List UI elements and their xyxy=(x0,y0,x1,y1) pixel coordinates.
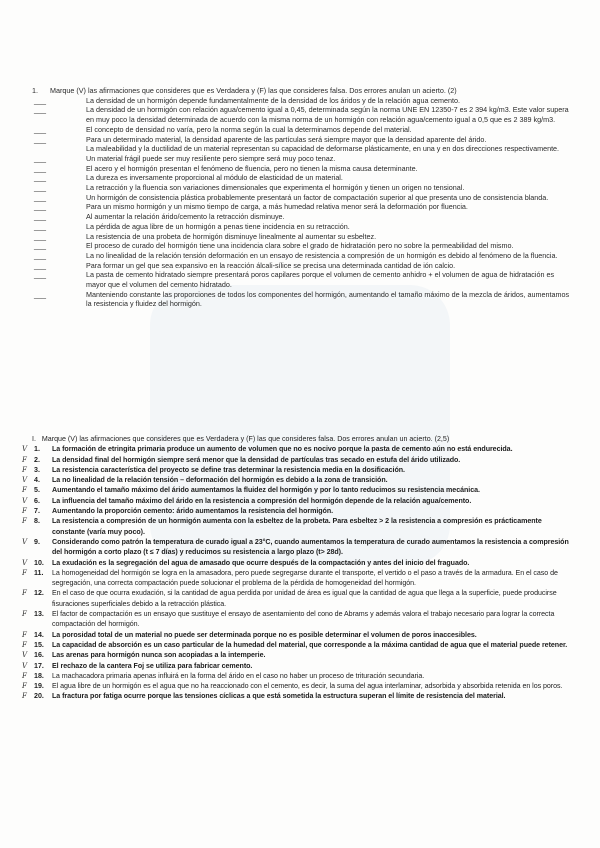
handwritten-answer-mark: F xyxy=(22,485,27,495)
q2-statement xyxy=(22,681,574,691)
statement-text: La dureza es inversamente proporcional al módulo de elasticidad de un material. xyxy=(86,173,343,183)
statement-text: La no linealidad de la relación tensión deformación en un ensayo de resistencia a compresión de un hormigón es debido al fenómeno de la fluencia. xyxy=(86,250,558,260)
statement-text: La pérdida de agua libre de un hormigón a penas tiene incidencia en su retracción. xyxy=(86,221,350,231)
statement-number: 3. xyxy=(34,465,40,474)
answer-blank: ___ xyxy=(34,173,46,183)
handwritten-answer-mark: F xyxy=(22,516,27,526)
statement-number: 7. xyxy=(34,507,40,516)
q2-statement xyxy=(22,506,574,516)
q2-statement xyxy=(22,630,574,640)
q1-statement xyxy=(32,222,570,232)
statement-text: La pasta de cemento hidratado siempre presentará poros capilares porque el volumen de cemento anhidro + el volumen de agua de hidratación es mayor que el volumen del cemento hidratado. xyxy=(86,270,555,290)
handwritten-answer-mark: V xyxy=(22,536,28,546)
statement-text: El concepto de densidad no varía, pero la norma según la cual la determinamos depende del material. xyxy=(86,124,412,134)
q1-statement xyxy=(32,125,570,135)
q2-statement xyxy=(22,640,574,650)
handwritten-answer-mark: V xyxy=(22,557,28,567)
statement-text: Un hormigón de consistencia plástica probablemente presentará un factor de compactación superior al que presenta uno de consistencia blanda. xyxy=(86,192,549,202)
statement-text: La maleabilidad y la ductilidad de un material representan su capacidad de deformarse plásticamente, en una y en dos direcciones respectivamente. xyxy=(86,144,560,154)
q2-statement xyxy=(22,661,574,671)
answer-blank: ___ xyxy=(34,241,46,251)
q1-statement xyxy=(32,261,570,271)
q1-statement xyxy=(32,212,570,222)
statement-text: El agua libre de un hormigón es el agua que no ha reaccionado con el cemento, es decir, la suma del agua interlaminar, adsorbida y absorbida retenida en los poros. xyxy=(52,682,563,691)
statement-text: La resistencia a compresión de un hormigón aumenta con la esbeltez de la probeta. Para esbeltez > 2 la resistencia a compresión es prácticamente constante (varía muy poco). xyxy=(52,517,542,536)
statement-text: La resistencia de una probeta de hormigón disminuye linealmente al aumentar su esbeltez. xyxy=(86,231,377,241)
handwritten-answer-mark: F xyxy=(22,567,27,577)
statement-text: Al aumentar la relación árido/cemento la retracción disminuye. xyxy=(86,212,285,222)
q2-statement xyxy=(22,650,574,660)
statement-text: La machacadora primaria apenas influirá en la forma del árido en el caso no haber un proceso de trituración secundaria. xyxy=(52,671,425,680)
answer-blank: ___ xyxy=(34,250,46,260)
statement-text: Las arenas para hormigón nunca son acopiadas a la intemperie. xyxy=(52,651,266,660)
answer-blank: ___ xyxy=(34,183,46,193)
answer-blank: ___ xyxy=(34,192,46,202)
handwritten-answer-mark: V xyxy=(22,495,28,505)
statement-number: 5. xyxy=(34,486,40,495)
statement-number: 20. xyxy=(34,692,44,701)
answer-blank: ___ xyxy=(34,124,46,134)
handwritten-answer-mark: F xyxy=(22,629,27,639)
statement-text: Un material frágil puede ser muy resiliente pero siempre será muy poco tenaz. xyxy=(86,153,336,163)
statement-text: La fractura por fatiga ocurre porque las tensiones cíclicas a que está sometida la estructura superan el límite de resistencia del material. xyxy=(52,692,506,701)
q2-statement xyxy=(22,516,574,537)
statement-number: 17. xyxy=(34,661,44,670)
q1-statement xyxy=(32,232,570,242)
question-1-items xyxy=(32,96,570,309)
q2-statement xyxy=(22,475,574,485)
question-2 xyxy=(22,434,574,702)
handwritten-answer-mark: F xyxy=(22,609,27,619)
statement-number: 4. xyxy=(34,476,40,485)
statement-number: 13. xyxy=(34,610,44,619)
q1-statement xyxy=(32,105,570,124)
question-2-items xyxy=(22,444,574,701)
answer-blank: ___ xyxy=(34,231,46,241)
handwritten-answer-mark: V xyxy=(22,650,28,660)
statement-number: 15. xyxy=(34,640,44,649)
handwritten-answer-mark: F xyxy=(22,454,27,464)
q1-statement xyxy=(32,290,570,309)
statement-text: Aumentando la proporción cemento: árido aumentamos la resistencia del hormigón. xyxy=(52,507,334,516)
statement-text: La no linealidad de la relación tensión – deformación del hormigón es debido a la zona de transición. xyxy=(52,476,388,485)
q1-statement xyxy=(32,154,570,164)
question-1-header: 1. Marque (V) las afirmaciones que consideres que es Verdadera y (F) las que consideres falsa. Dos errores anulan un acierto. (2) xyxy=(32,86,457,95)
statement-number: 18. xyxy=(34,671,44,680)
statement-number: 12. xyxy=(34,589,44,598)
statement-text: La exudación es la segregación del agua de amasado que ocurre después de la compactación y antes del inicio del fraguado. xyxy=(52,558,470,567)
handwritten-answer-mark: F xyxy=(22,506,27,516)
statement-text: El factor de compactación es un ensayo que sustituye el ensayo de asentamiento del cono de Abrams y además valora el trabajo necesario para lograr la correcta compactación del hormigón. xyxy=(52,610,555,629)
answer-blank: ___ xyxy=(34,202,46,212)
statement-text: En el caso de que ocurra exudación, si la cantidad de agua perdida por unidad de área es igual que la cantidad de agua que llega a la superficie, puede producirse fisuraciones superficiales debido a la retracción plástica. xyxy=(52,589,557,608)
q2-statement xyxy=(22,465,574,475)
statement-number: 1. xyxy=(34,445,40,454)
q1-statement xyxy=(32,96,570,106)
statement-text: La retracción y la fluencia son variaciones dimensionales que experimenta el hormigón y tienen un origen no tensional. xyxy=(86,183,465,193)
q2-statement xyxy=(22,537,574,558)
answer-blank: ___ xyxy=(34,212,46,222)
handwritten-answer-mark: F xyxy=(22,639,27,649)
q1-statement xyxy=(32,241,570,251)
q1-statement xyxy=(32,251,570,261)
statement-number: 10. xyxy=(34,558,44,567)
q2-statement xyxy=(22,485,574,495)
q2-statement xyxy=(22,558,574,568)
answer-blank: ___ xyxy=(34,289,46,299)
q2-statement xyxy=(22,609,574,630)
statement-number: 19. xyxy=(34,682,44,691)
answer-blank: ___ xyxy=(34,221,46,231)
handwritten-answer-mark: F xyxy=(22,588,27,598)
answer-blank: ___ xyxy=(34,134,46,144)
q2-statement xyxy=(22,671,574,681)
statement-number: 8. xyxy=(34,517,40,526)
statement-text: Manteniendo constante las proporciones de todos los componentes del hormigón, aumentando el tamaño máximo de la mezcla de áridos, aumentamos la resistencia y fluidez del hormigón. xyxy=(86,289,570,309)
q2-statement xyxy=(22,588,574,609)
statement-text: La formación de etringita primaria produce un aumento de volumen que no es nocivo porque la pasta de cemento aún no está endurecida. xyxy=(52,445,513,454)
statement-number: 2. xyxy=(34,455,40,464)
statement-text: La resistencia característica del proyecto se define tras determinar la resistencia media en la dosificación. xyxy=(52,465,405,474)
statement-text: La densidad final del hormigón siempre será menor que la densidad de partículas tras secado en estufa del árido utilizado. xyxy=(52,455,461,464)
statement-number: 16. xyxy=(34,651,44,660)
handwritten-answer-mark: V xyxy=(22,444,28,454)
statement-text: La porosidad total de un material no puede ser determinada porque no es posible determinar el volumen de poros inaccesibles. xyxy=(52,630,477,639)
q1-statement xyxy=(32,164,570,174)
question-2-header: I. Marque (V) las afirmaciones que consideres que es Verdadera y (F) las que consideres falsa. Dos errores anulan un acierto. (2,5) xyxy=(32,435,450,443)
answer-blank: ___ xyxy=(34,105,46,115)
handwritten-answer-mark: F xyxy=(22,681,27,691)
statement-text: La capacidad de absorción es un caso particular de la humedad del material, que corresponde a la máxima cantidad de agua que el material puede retener. xyxy=(52,640,568,649)
q1-statement xyxy=(32,202,570,212)
q2-statement xyxy=(22,568,574,589)
q1-statement xyxy=(32,135,570,145)
answer-blank: ___ xyxy=(34,163,46,173)
statement-text: La densidad de un hormigón con relación agua/cemento igual a 0,45, determinada según la norma UNE EN 12350-7 es 2 394 kg/m3. Este valor supera en muy poco la densidad determinada de acuerdo con la misma norma de un hormigón con relación agua/cemento igual a 0,5 que es 2 389 kg/m3. xyxy=(86,105,569,125)
statement-text: Aumentando el tamaño máximo del árido aumentamos la fluidez del hormigón y por lo tanto reducimos su resistencia mecánica. xyxy=(52,486,480,495)
handwritten-answer-mark: F xyxy=(22,691,27,701)
q1-statement xyxy=(32,193,570,203)
statement-number: 9. xyxy=(34,537,40,546)
statement-text: El acero y el hormigón presentan el fenómeno de fluencia, pero no tienen la misma causa determinante. xyxy=(86,163,418,173)
handwritten-answer-mark: V xyxy=(22,660,28,670)
handwritten-answer-mark: F xyxy=(22,670,27,680)
answer-blank: ___ xyxy=(34,270,46,280)
q2-statement xyxy=(22,444,574,454)
answer-blank: ___ xyxy=(34,153,46,163)
statement-text: Para formar un gel que sea expansivo en la reacción álcali-sílice se precisa una determinada cantidad de ión calcio. xyxy=(86,260,456,270)
statement-number: 6. xyxy=(34,496,40,505)
handwritten-answer-mark: V xyxy=(22,475,28,485)
answer-blank: ___ xyxy=(34,95,46,105)
q2-statement xyxy=(22,496,574,506)
q1-statement xyxy=(32,183,570,193)
statement-text: Para un mismo hormigón y un mismo tiempo de carga, a más humedad relativa menor será la deformación por fluencia. xyxy=(86,202,468,212)
q1-statement xyxy=(32,173,570,183)
statement-number: 14. xyxy=(34,630,44,639)
statement-number: 11. xyxy=(34,568,44,577)
q1-statement xyxy=(32,270,570,289)
q2-statement xyxy=(22,691,574,701)
statement-text: La influencia del tamaño máximo del árido en la resistencia a compresión del hormigón depende de la relación agua/cemento. xyxy=(52,496,472,505)
answer-blank: ___ xyxy=(34,260,46,270)
statement-text: La homogeneidad del hormigón se logra en la amasadora, pero puede segregarse durante el transporte, el vertido o el paso a través de la armadura. En el caso de segregación, una correcta compactación puede solucionar el problema de la pérdida de homogeneidad del hormigón. xyxy=(52,568,558,588)
q1-statement xyxy=(32,144,570,154)
handwritten-answer-mark: F xyxy=(22,464,27,474)
statement-text: El rechazo de la cantera Foj se utiliza para fabricar cemento. xyxy=(52,661,253,670)
question-1 xyxy=(32,86,570,309)
statement-text: El proceso de curado del hormigón tiene una incidencia clara sobre el grado de hidratación pero no sobre la permeabilidad del mismo. xyxy=(86,241,514,251)
q2-statement xyxy=(22,455,574,465)
statement-text: Para un determinado material, la densidad aparente de las partículas será siempre mayor que la densidad aparente del árido. xyxy=(86,134,487,144)
statement-text: La densidad de un hormigón depende fundamentalmente de la densidad de los áridos y de la relación agua cemento. xyxy=(86,95,461,105)
statement-text: Considerando como patrón la temperatura de curado igual a 23°C, cuando aumentamos la temperatura de curado aumentamos la resistencia a compresión del hormigón a corto plazo (t ≤ 7 días) y reducimos su resistencia a largo plazo (t> 28d). xyxy=(52,537,569,557)
